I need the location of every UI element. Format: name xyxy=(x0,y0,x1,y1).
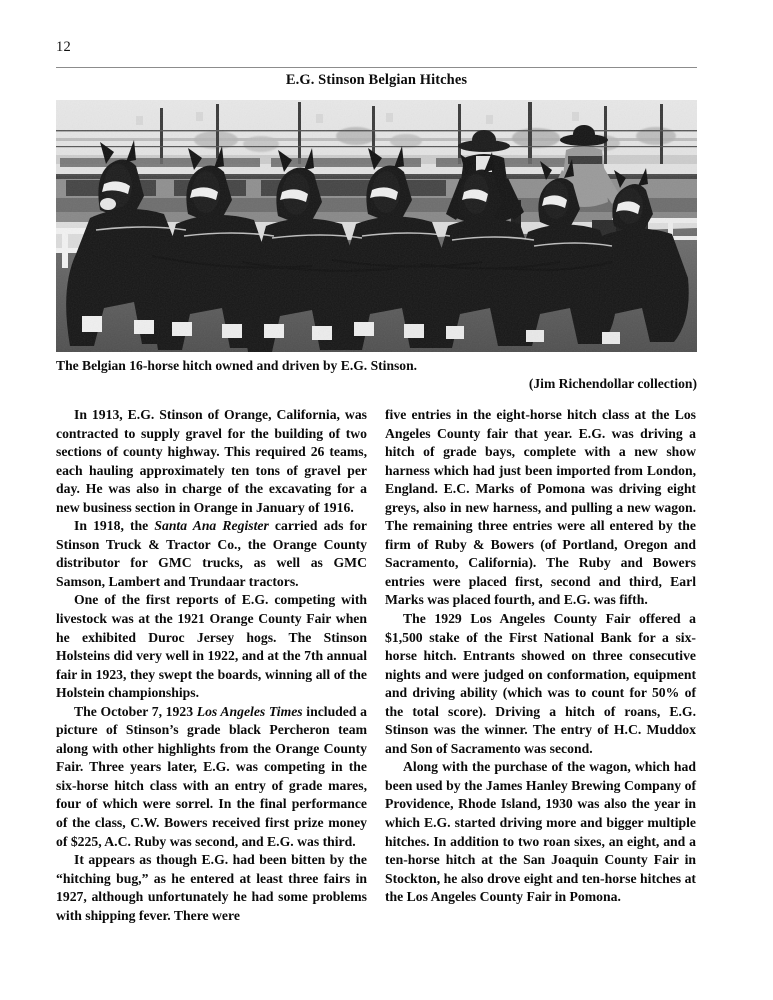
text-run: It appears as though E.G. had been bitten by the “hitching bug,” as he entered at least three fairs in 1927, although unfortunately he had some problems with shipping fever. There were xyxy=(56,852,367,923)
paragraph xyxy=(56,517,367,591)
italic-title: Los Angeles Times xyxy=(196,703,303,719)
paragraph xyxy=(385,758,696,906)
folio-row xyxy=(56,40,697,55)
running-head: E.G. Stinson Belgian Hitches xyxy=(285,72,468,88)
photograph-image xyxy=(56,100,697,352)
text-run: five entries in the eight-horse hitch class at the Los Angeles County fair that year. E.G. was driving a hitch of grade bays, complete with a new show harness which had just been imported from London, England. E.C. Marks of Pomona was driving eight greys, also in new harness, and pulling a new wagon. The remaining three entries were all entered by the firm of Ruby & Bowers (of Portland, Oregon and Sacramento, California). The Ruby and Bowers entries were placed first, second and third, Earl Marks was placed fourth, and E.G. was fifth. xyxy=(385,407,696,608)
text-run: The October 7, 1923 xyxy=(74,703,197,719)
text-run: carried ads for Stinson Truck & Tractor Co., the Orange County distributor for GMC trucks, as well as GMC Samson, Lambert and Trundaar tractors. xyxy=(56,518,367,589)
text-run: One of the first reports of E.G. competing with livestock was at the 1921 Orange County Fair when he exhibited Duroc Jersey hogs. The Stinson Holsteins did very well in 1922, and at the 7th annual fair in 1923, they swept the boards, winning all of the Holstein championships. xyxy=(56,592,367,701)
left-column xyxy=(56,406,367,976)
header-divider xyxy=(56,67,697,68)
paragraph xyxy=(56,851,367,925)
text-run: The 1929 Los Angeles County Fair offered a $1,500 stake of the First National Bank for a six-horse hitch. Entrants showed on three consecutive nights and were judged on conformation, equipment and driving ability (which was to count for 50% of the total score). Driving a hitch of roans, E.G. Stinson was the winner. The entry of H.C. Muddox and Son of Sacramento was second. xyxy=(385,611,696,756)
right-column xyxy=(385,406,696,976)
text-run: In 1918, the xyxy=(74,518,155,534)
figure-caption: The Belgian 16-horse hitch owned and driven by E.G. Stinson. xyxy=(56,358,418,373)
paragraph xyxy=(56,591,367,702)
paragraph xyxy=(385,610,696,758)
paragraph xyxy=(56,703,367,851)
text-run: In 1913, E.G. Stinson of Orange, California, was contracted to supply gravel for the building of two sections of county highway. This required 26 teams, each hauling approximately ten tons of gravel per day. He was also in charge of the excavating for a new business section in Orange in January of 1916. xyxy=(56,407,367,515)
text-run: included a picture of Stinson’s grade black Percheron team along with other highlights from the Orange County Fair. Three years later, E.G. was competing in the six-horse hitch class with an entry of grade mares, four of which were sorrel. In the final performance of the class, C.W. Bowers received first prize money of $225, A.C. Ruby was second, and E.G. was third. xyxy=(56,703,367,849)
page-number: 12 xyxy=(56,39,71,55)
paragraph xyxy=(385,406,696,610)
body-columns xyxy=(56,406,697,976)
figure-credit: (Jim Richendollar collection) xyxy=(528,376,697,391)
text-run: Along with the purchase of the wagon, which had been used by the James Hanley Brewing Company of Providence, Rhode Island, 1930 was also the year in which E.G. started driving more and bigger multiple hitches. In addition to two roan sixes, an eight, and a ten-horse hitch at the San Joaquin County Fair in Stockton, he also drove eight and ten-horse hitches at the Los Angeles County Fair in Pomona. xyxy=(385,759,696,905)
italic-title: Santa Ana Register xyxy=(154,518,269,534)
hitch-photograph xyxy=(56,100,697,352)
paragraph xyxy=(56,406,367,517)
